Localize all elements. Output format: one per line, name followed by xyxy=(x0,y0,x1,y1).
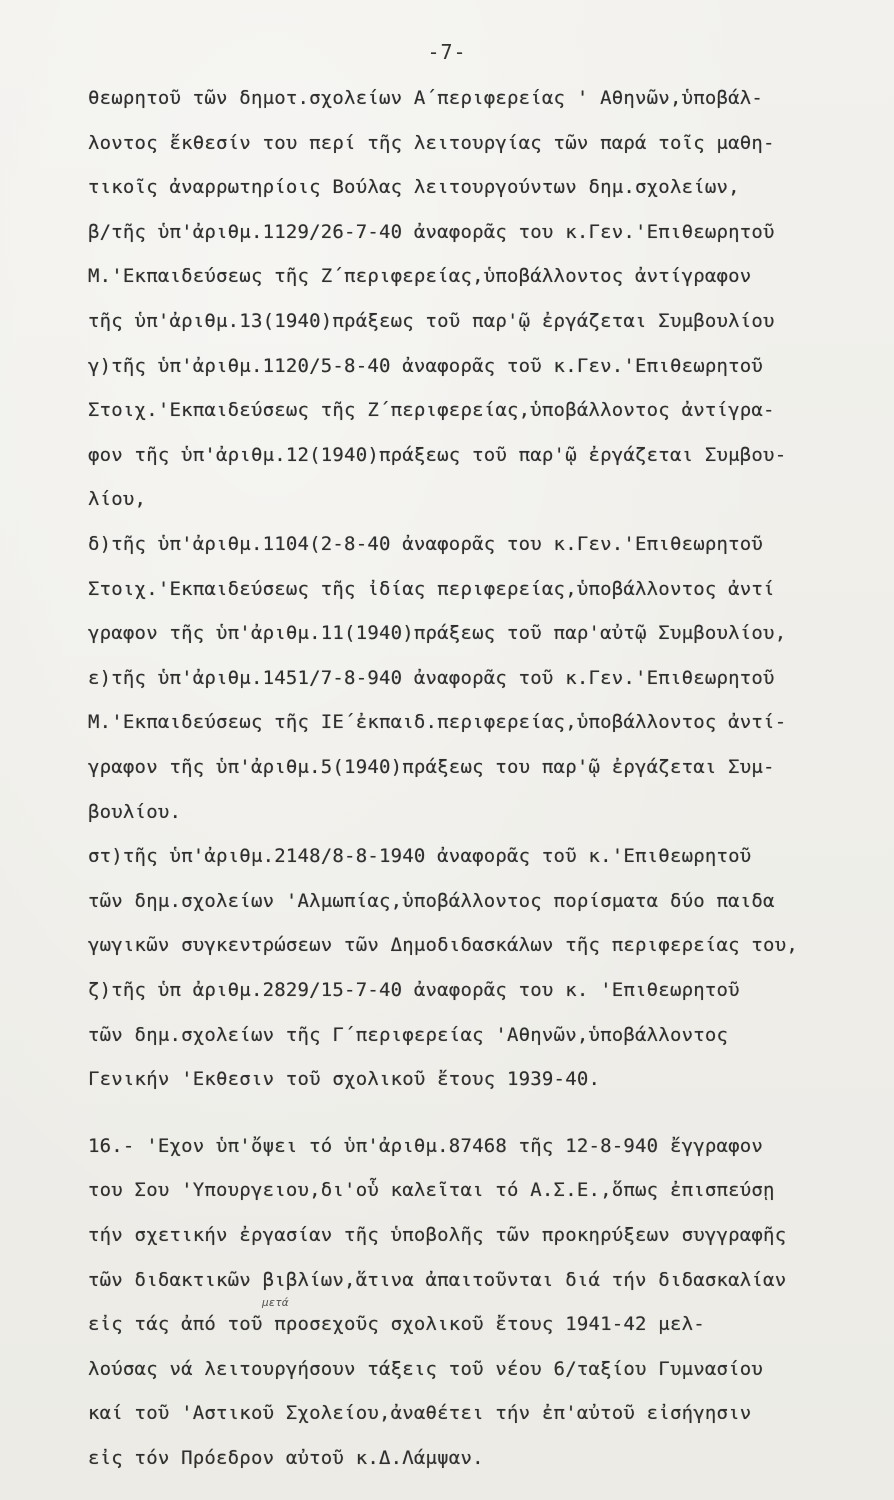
text-line: καί τοῦ 'Αστικοῦ Σχολείου,ἀναθέτει τήν ἐπ'αὐτοῦ εἰσήγησιν xyxy=(88,1402,752,1424)
text-line: δ)τῆς ὑπ'ἀριθμ.1104(2-8-40 ἀναφορᾶς του κ.Γεν.'Επιθεωρητοῦ xyxy=(88,533,764,555)
text-line: Στοιχ.'Εκπαιδεύσεως τῆς ἰδίας περιφερείας,ὑποβάλλοντος ἀντί xyxy=(88,578,775,600)
text-line: Μ.'Εκπαιδεύσεως τῆς ΙΕ΄ἐκπαιδ.περιφερείας,ὑποβάλλοντος ἀντί- xyxy=(88,711,787,733)
text-line: 16.- 'Εχον ὑπ'ὄψει τό ὑπ'ἀριθμ.87468 τῆς 12-8-940 ἔγγραφον xyxy=(88,1135,764,1157)
text-line: θεωρητοῦ τῶν δημοτ.σχολείων Α΄περιφερείας ' Αθηνῶν,ὑποβάλ- xyxy=(88,87,764,109)
text-line: τῶν διδακτικῶν βιβλίων,ἅτινα ἀπαιτοῦνται διά τήν διδασκαλίαν xyxy=(88,1269,787,1291)
handwritten-insertion: μετά xyxy=(262,1296,289,1309)
text-line: εἰς τόν Πρόεδρον αὐτοῦ κ.Δ.Λάμψαν. xyxy=(88,1447,484,1469)
page-number: -7- xyxy=(427,40,467,64)
text-line: βουλίου. xyxy=(88,801,182,823)
text-line: Μ.'Εκπαιδεύσεως τῆς Ζ΄περιφερείας,ὑποβάλλοντος ἀντίγραφον xyxy=(88,265,752,287)
text-line: ε)τῆς ὑπ'ἀριθμ.1451/7-8-940 ἀναφορᾶς τοῦ κ.Γεν.'Επιθεωρητοῦ xyxy=(88,667,775,689)
text-line: λοντος ἔκθεσίν του περί τῆς λειτουργίας τῶν παρά τοῖς μαθη- xyxy=(88,132,775,154)
text-line: Στοιχ.'Εκπαιδεύσεως τῆς Ζ΄περιφερείας,ὑποβάλλοντος ἀντίγρα- xyxy=(88,399,775,421)
text-line: Γενικήν 'Εκθεσιν τοῦ σχολικοῦ ἔτους 1939-40. xyxy=(88,1068,601,1090)
text-line: τῶν δημ.σχολείων 'Αλμωπίας,ὑποβάλλοντος πορίσματα δύο παιδα xyxy=(88,890,775,912)
text-line: γωγικῶν συγκεντρώσεων τῶν Δημοδιδασκάλων τῆς περιφερείας του, xyxy=(88,934,798,956)
text-line: γραφον τῆς ὑπ'ἀριθμ.11(1940)πράξεως τοῦ παρ'αὐτῷ Συμβουλίου, xyxy=(88,622,787,644)
text-line: γ)τῆς ὑπ'ἀριθμ.1120/5-8-40 ἀναφορᾶς τοῦ κ.Γεν.'Επιθεωρητοῦ xyxy=(88,355,764,377)
text-line: εἰς τάς ἀπό τοῦ προσεχοῦς σχολικοῦ ἔτους 1941-42 μελ- xyxy=(88,1313,705,1335)
text-line: λούσας νά λειτουργήσουν τάξεις τοῦ νέου 6/ταξίου Γυμνασίου xyxy=(88,1358,764,1380)
text-line: β/τῆς ὑπ'ἀριθμ.1129/26-7-40 ἀναφορᾶς του κ.Γεν.'Επιθεωρητοῦ xyxy=(88,221,775,243)
text-line: τήν σχετικήν ἐργασίαν τῆς ὑποβολῆς τῶν προκηρύξεων συγγραφῆς xyxy=(88,1224,787,1246)
text-line: του Σου 'Υπουργειου,δι'οὗ καλεῖται τό Α.Σ.Ε.,ὅπως ἐπισπεύσῃ xyxy=(88,1179,775,1201)
text-line: ζ)τῆς ὑπ ἀριθμ.2829/15-7-40 ἀναφορᾶς του κ. 'Επιθεωρητοῦ xyxy=(88,979,740,1001)
text-line: φον τῆς ὑπ'ἀριθμ.12(1940)πράξεως τοῦ παρ'ῷ ἐργάζεται Συμβου- xyxy=(88,444,787,466)
text-line: τῶν δημ.σχολείων τῆς Γ΄περιφερείας 'Αθηνῶν,ὑποβάλλοντος xyxy=(88,1024,729,1046)
text-line: τικοῖς ἀναρρωτηρίοις Βούλας λειτουργούντων δημ.σχολείων, xyxy=(88,176,740,198)
text-line: στ)τῆς ὑπ'ἀριθμ.2148/8-8-1940 ἀναφορᾶς τοῦ κ.'Επιθεωρητοῦ xyxy=(88,845,752,867)
text-line: τῆς ὑπ'ἀριθμ.13(1940)πράξεως τοῦ παρ'ῷ ἐργάζεται Συμβουλίου xyxy=(88,310,775,332)
text-line: λίου, xyxy=(88,488,147,510)
text-line: γραφον τῆς ὑπ'ἀριθμ.5(1940)πράξεως του παρ'ῷ ἐργάζεται Συμ- xyxy=(88,756,775,778)
